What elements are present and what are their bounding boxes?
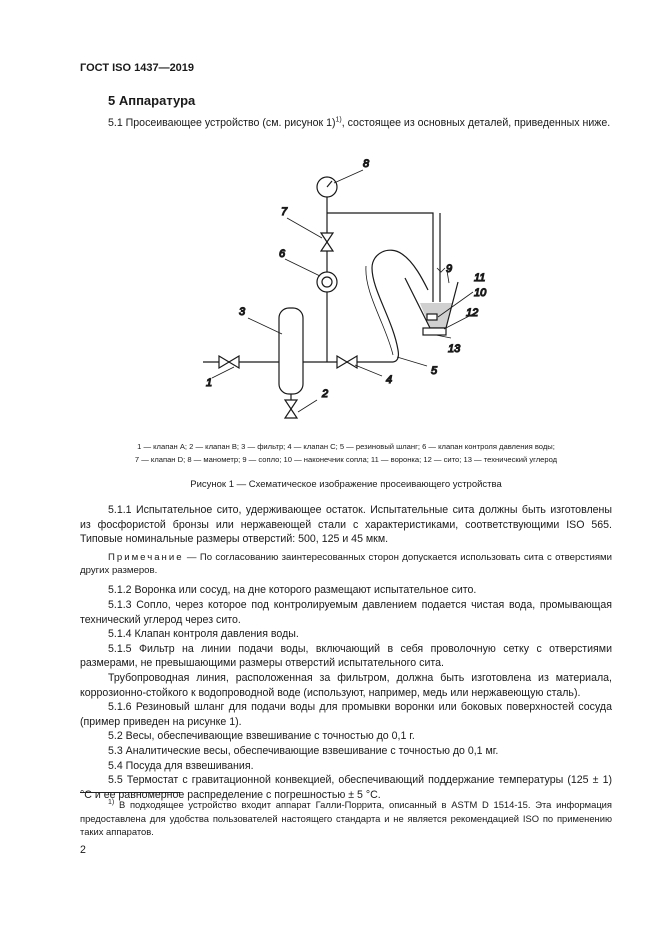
- footnote: [80, 798, 612, 839]
- footnote-text: В подходящее устройство входит аппарат Галли-Поррита, описанный в ASTM D 1514-15. Эта информация предоставлена для удобства пользователей настоящего стандарта и не является рекомендацией ISO по применению таких аппаратов.: [80, 799, 612, 837]
- paragraph-5-1-1: 5.1.1 Испытательное сито, удерживающее остаток. Испытательные сита должны быть изготовлены из фосфористой бронзы или нержавеющей стали с характеристиками, соответствующими ISO 565. Типовые номинальные размеры отверстий: 500, 125 и 45 мкм.: [80, 504, 612, 546]
- section-title: 5 Аппаратура: [108, 93, 196, 108]
- paragraph-5-1: [80, 116, 612, 131]
- paragraph-5-1-text-after: , состоящее из основных деталей, приведенных ниже.: [341, 117, 611, 129]
- paragraph-5-4: 5.4 Посуда для взвешивания.: [108, 759, 254, 772]
- label-5: 5: [431, 365, 438, 377]
- legend-line-1: 1 — клапан A; 2 — клапан B; 3 — фильтр; 4 — клапан C; 5 — резиновый шланг; 6 — клапан контроля давления воды;: [137, 442, 555, 451]
- footnote-separator: [80, 792, 180, 793]
- label-2: 2: [322, 388, 329, 400]
- nozzle-bracket: [437, 268, 445, 272]
- paragraph-5-3: 5.3 Аналитические весы, обеспечивающие взвешивание с точностью до 0,1 мг.: [108, 744, 499, 757]
- label-11: 11: [474, 272, 486, 284]
- label-6: 6: [279, 248, 286, 260]
- label-3: 3: [239, 306, 246, 318]
- paragraph-5-1-4: 5.1.4 Клапан контроля давления воды.: [108, 628, 299, 641]
- paragraph-5-1-6: 5.1.6 Резиновый шланг для подачи воды для промывки воронки или боковых поверхностей сосуда (пример приведен на рисунке 1).: [80, 701, 612, 728]
- label-1: 1: [206, 377, 213, 389]
- valve-b-icon: [285, 400, 297, 418]
- label-7: 7: [281, 206, 288, 218]
- filter-body: [279, 308, 303, 394]
- main-text: [80, 503, 612, 802]
- apparatus-schematic: [195, 150, 505, 430]
- rubber-hose-edge: [366, 266, 393, 355]
- nozzle-tip-icon: [427, 314, 437, 320]
- valve-d-icon: [321, 233, 333, 251]
- paragraph-5-5: 5.5 Термостат с гравитационной конвекцией, обеспечивающий поддержание температуры (125 ± 1) °С и ее равномерное распределение с погрешностью ± 5 °С.: [80, 774, 612, 801]
- legend-line-2: 7 — клапан D; 8 — манометр; 9 — сопло; 10 — наконечник сопла; 11 — воронка; 12 — сито; 13 — технический углерод: [134, 454, 558, 464]
- sieve-icon: [423, 328, 446, 335]
- paragraph-5-1-text: 5.1 Просеивающее устройство (см. рисунок 1): [108, 117, 336, 129]
- label-13: 13: [448, 343, 461, 355]
- page-number: 2: [80, 844, 86, 856]
- valve-a-icon: [219, 356, 239, 368]
- figure-caption: Рисунок 1 — Схематическое изображение просеивающего устройства: [190, 479, 502, 490]
- label-10: 10: [474, 287, 487, 299]
- label-9: 9: [446, 263, 453, 275]
- figure-legend: [80, 441, 612, 466]
- footnote-mark: 1): [108, 798, 115, 806]
- pressure-valve-icon: [317, 272, 337, 292]
- paragraph-5-1-5-b: Трубопроводная линия, расположенная за фильтром, должна быть изготовлена из материала, коррозионно-стойкого к водопроводной воде (используют, например, медь или нержавеющую сталь).: [80, 671, 612, 699]
- label-8: 8: [363, 158, 370, 170]
- footnote-reference[interactable]: 1): [335, 116, 342, 124]
- note-text: — По согласованию заинтересованных сторон допускается использовать сита с отверстиями других размеров.: [80, 551, 612, 576]
- document-header: ГОСТ ISO 1437—2019: [80, 62, 195, 74]
- paragraph-5-1-5: 5.1.5 Фильтр на линии подачи воды, включающий в себя проволочную сетку с отверстиями размерами, не превышающими размеры отверстий испытательного сита.: [80, 642, 612, 670]
- label-12: 12: [466, 307, 479, 319]
- paragraph-5-2: 5.2 Весы, обеспечивающие взвешивание с точностью до 0,1 г.: [108, 730, 415, 743]
- note: [80, 552, 612, 578]
- paragraph-5-1-3: 5.1.3 Сопло, через которое под контролируемым давлением подается чистая вода, промывающая технический углерод через сито.: [80, 598, 612, 626]
- paragraph-5-1-2: 5.1.2 Воронка или сосуд, на дне которого размещают испытательное сито.: [108, 584, 477, 597]
- note-label: Примечание: [108, 551, 184, 563]
- label-4: 4: [386, 374, 393, 386]
- nozzle-line: [327, 213, 433, 302]
- valve-c-icon: [337, 356, 357, 368]
